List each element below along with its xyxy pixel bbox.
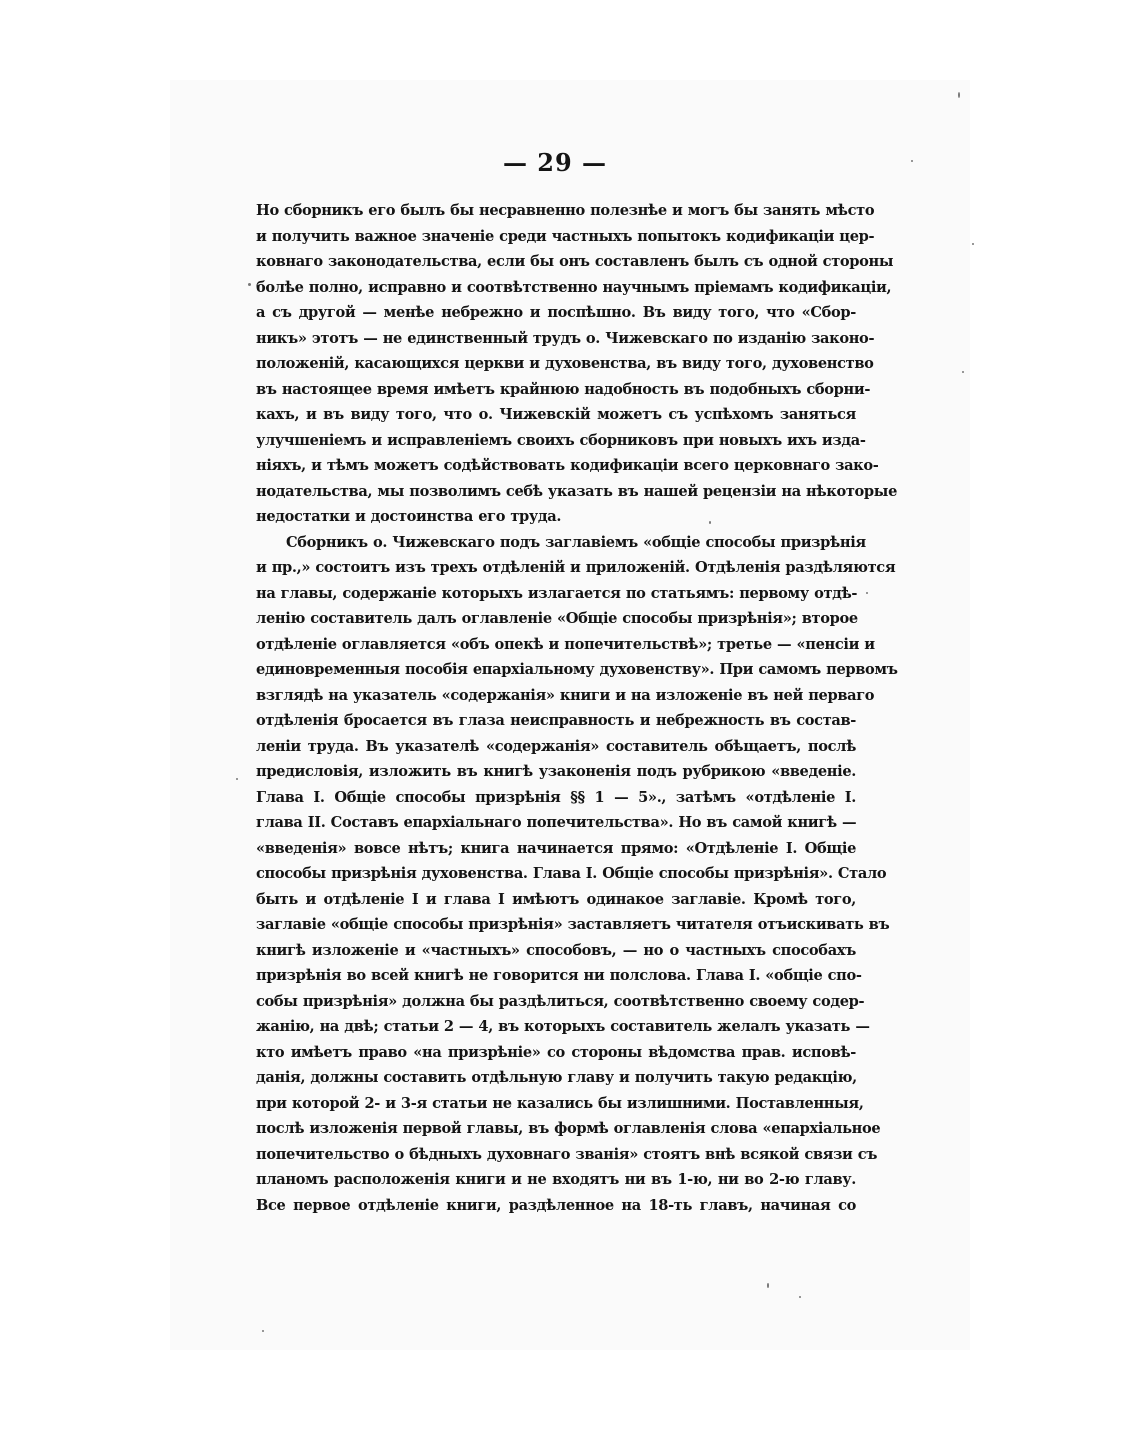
body-text (256, 198, 898, 1218)
scan-speck (709, 521, 711, 524)
text-line: книгѣ изложеніе и «частныхъ» способовъ, — но о частныхъ способахъ (256, 941, 856, 959)
page-number: — 29 — (502, 148, 608, 177)
text-line: Сборникъ о. Чижевскаго подъ заглавіемъ «общіе способы призрѣнія (286, 533, 866, 551)
text-line: заглавіе «общіе способы призрѣнія» заставляетъ читателя отъискивать въ (256, 916, 890, 933)
text-line: Глава I. Общіе способы призрѣнія §§ 1 — 5»., затѣмъ «отдѣленіе I. (256, 788, 856, 806)
text-line: а съ другой — менѣе небрежно и поспѣшно. Въ виду того, что «Сбор- (256, 304, 856, 321)
scan-speck (958, 92, 960, 98)
text-line: въ настоящее время имѣетъ крайнюю надобность въ подобныхъ сборни- (256, 380, 871, 398)
scan-speck (767, 1283, 769, 1288)
text-line: кахъ, и въ виду того, что о. Чижевскій можетъ съ успѣхомъ заняться (256, 406, 856, 423)
text-line: послѣ изложенія первой главы, въ формѣ оглавленія слова «епархіальное (256, 1120, 881, 1137)
text-line: отдѣленія бросается въ глаза неисправность и небрежность въ состав- (256, 712, 856, 729)
text-line: Все первое отдѣленіе книги, раздѣленное на 18-ть главъ, начиная со (256, 1196, 856, 1214)
text-line: предисловія, изложить въ книгѣ узаконенія подъ рубрикою «введеніе. (256, 763, 856, 780)
scan-speck (972, 243, 974, 245)
text-line: отдѣленіе оглавляется «объ опекѣ и попечительствѣ»; третье — «пенсіи и (256, 635, 875, 653)
text-line: жанію, на двѣ; статьи 2 — 4, въ которыхъ составитель желалъ указать — (256, 1018, 870, 1035)
text-line: ніяхъ, и тѣмъ можетъ содѣйствовать кодификаціи всего церковнаго зако- (256, 457, 879, 474)
scan-speck (262, 1330, 264, 1332)
scan-speck (236, 778, 238, 780)
text-line: Но сборникъ его былъ бы несравненно полезнѣе и могъ бы занять мѣсто (256, 202, 875, 219)
text-line: улучшеніемъ и исправленіемъ своихъ сборниковъ при новыхъ ихъ изда- (256, 431, 866, 449)
text-line: планомъ расположенія книги и не входятъ ни въ 1-ю, ни во 2-ю главу. (256, 1171, 856, 1188)
text-line: леніи труда. Въ указателѣ «содержанія» составитель обѣщаетъ, послѣ (256, 737, 856, 755)
text-line: и получить важное значеніе среди частныхъ попытокъ кодификаціи цер- (256, 227, 875, 245)
scan-speck (962, 371, 964, 373)
text-line: при которой 2- и 3-я статьи не казались бы излишними. Поставленныя, (256, 1094, 864, 1112)
scan-speck (248, 283, 251, 286)
text-line: глава II. Составъ епархіальнаго попечительства». Но въ самой книгѣ — (256, 814, 857, 831)
text-line: на главы, содержаніе которыхъ излагается по статьямъ: первому отдѣ- (256, 584, 858, 602)
text-line: данія, должны составить отдѣльную главу и получить такую редакцію, (256, 1069, 857, 1086)
text-line: ковнаго законодательства, если бы онъ составленъ былъ съ одной стороны (256, 253, 894, 270)
text-line: быть и отдѣленіе I и глава I имѣютъ одинакое заглавіе. Кромѣ того, (256, 890, 856, 908)
text-line: недостатки и достоинства его труда. (256, 508, 562, 525)
text-line: призрѣнія во всей книгѣ не говорится ни полслова. Глава I. «общіе спо- (256, 967, 862, 984)
text-line: кто имѣетъ право «на призрѣніе» со стороны вѣдомства прав. исповѣ- (256, 1043, 856, 1061)
text-line: взглядѣ на указатель «содержанія» книги и на изложеніе въ ней перваго (256, 686, 875, 704)
text-line: нодательства, мы позволимъ себѣ указать въ нашей рецензіи на нѣкоторые (256, 482, 898, 500)
text-line: ленію составитель далъ оглавленіе «Общіе способы призрѣнія»; второе (256, 610, 858, 627)
text-line: никъ» этотъ — не единственный трудъ о. Чижевскаго по изданію законо- (256, 329, 875, 347)
text-line: попечительство о бѣдныхъ духовнаго званія» стоятъ внѣ всякой связи съ (256, 1145, 878, 1163)
text-line: и пр.,» состоитъ изъ трехъ отдѣленій и приложеній. Отдѣленія раздѣляются (256, 559, 896, 576)
text-line: способы призрѣнія духовенства. Глава I. Общіе способы призрѣнія». Стало (256, 865, 887, 882)
text-line: «введенія» вовсе нѣтъ; книга начинается прямо: «Отдѣленіе I. Общіе (256, 839, 856, 857)
text-line: болѣе полно, исправно и соотвѣтственно научнымъ пріемамъ кодификаціи, (256, 278, 892, 296)
text-line: положеній, касающихся церкви и духовенства, въ виду того, духовенство (256, 355, 874, 372)
scan-speck (911, 160, 913, 162)
text-line: единовременныя пособія епархіальному духовенству». При самомъ первомъ (256, 661, 898, 678)
text-line: собы призрѣнія» должна бы раздѣлиться, соотвѣтственно своему содер- (256, 992, 865, 1010)
scan-speck (799, 1296, 801, 1298)
scan-speck (866, 592, 868, 594)
